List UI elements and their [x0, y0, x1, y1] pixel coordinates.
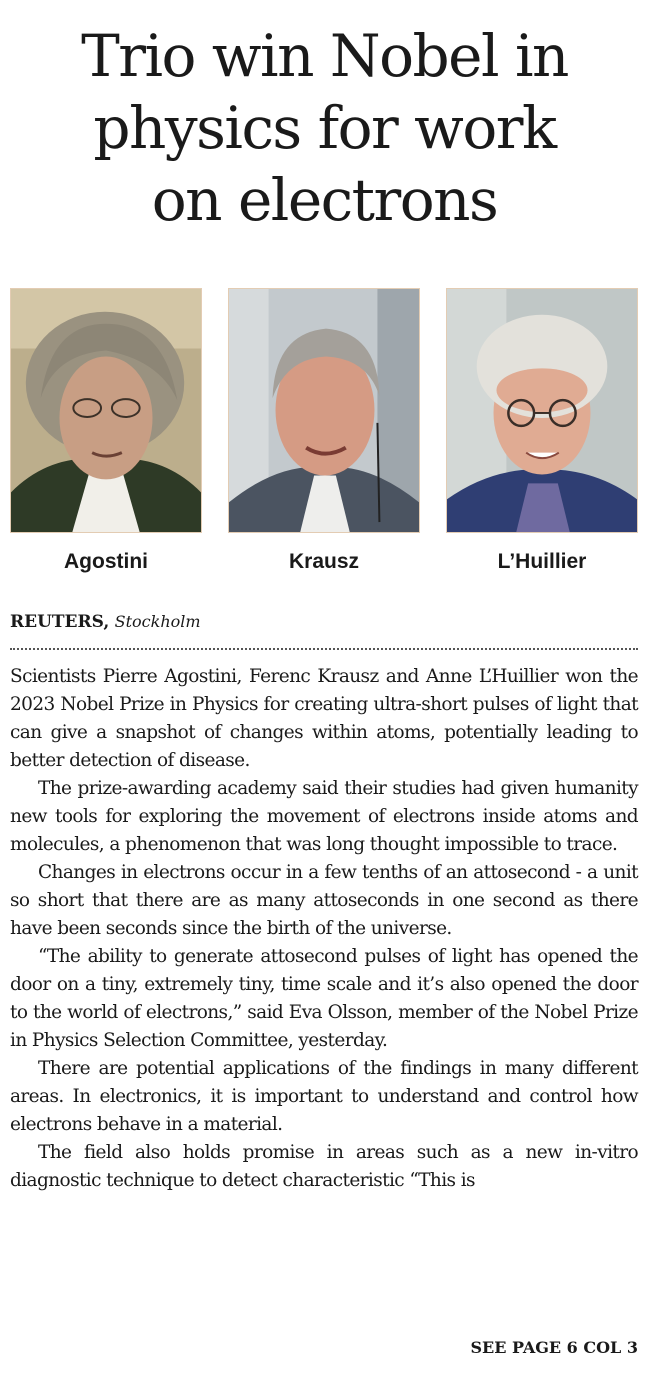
paragraph: Scientists Pierre Agostini, Ferenc Krausz and Anne L’Huillier won the 2023 Nobel Prize in Physics for creating ultra-short pulses of light that can give a snapshot of changes within atoms, potentially leading to better detection of disease. — [10, 666, 638, 771]
paragraph: “The ability to generate attosecond pulses of light has opened the door on a tiny, extremely tiny, time scale and it’s also opened the door to the world of electrons,” said Eva Olsson, member of the Nobel Prize in Physics Selection Committee, yesterday. — [10, 946, 638, 1051]
article-body — [10, 663, 638, 1195]
caption-krausz: Krausz — [288, 550, 360, 573]
headline — [0, 20, 649, 236]
headline-line-1: Trio win Nobel in — [81, 22, 568, 90]
headline-line-3: on electrons — [151, 166, 498, 234]
paragraph: The field also holds promise in areas such as a new in-vitro diagnostic technique to detect characteristic “This is — [10, 1142, 638, 1191]
photo-agostini — [10, 288, 202, 533]
headline-line-2: physics for work — [93, 94, 556, 162]
continued-on-page: SEE PAGE 6 COL 3 — [470, 1338, 638, 1357]
byline-place: Stockholm — [114, 612, 201, 631]
paragraph: Changes in electrons occur in a few tenths of an attosecond - a unit so short that there are as many attoseconds in one second as there have been seconds since the birth of the universe. — [10, 862, 638, 939]
caption-agostini: Agostini — [64, 550, 148, 573]
byline — [10, 612, 201, 632]
dotted-divider — [10, 648, 638, 650]
byline-agency: REUTERS, — [10, 612, 110, 632]
caption-lhuillier: L’Huillier — [497, 550, 587, 573]
photo-krausz — [228, 288, 420, 533]
paragraph: The prize-awarding academy said their studies had given humanity new tools for exploring the movement of electrons inside atoms and molecules, a phenomenon that was long thought impossible to trace. — [10, 778, 638, 855]
photo-lhuillier — [446, 288, 638, 533]
paragraph: There are potential applications of the findings in many different areas. In electronics, it is important to understand and control how electrons behave in a material. — [10, 1058, 638, 1135]
